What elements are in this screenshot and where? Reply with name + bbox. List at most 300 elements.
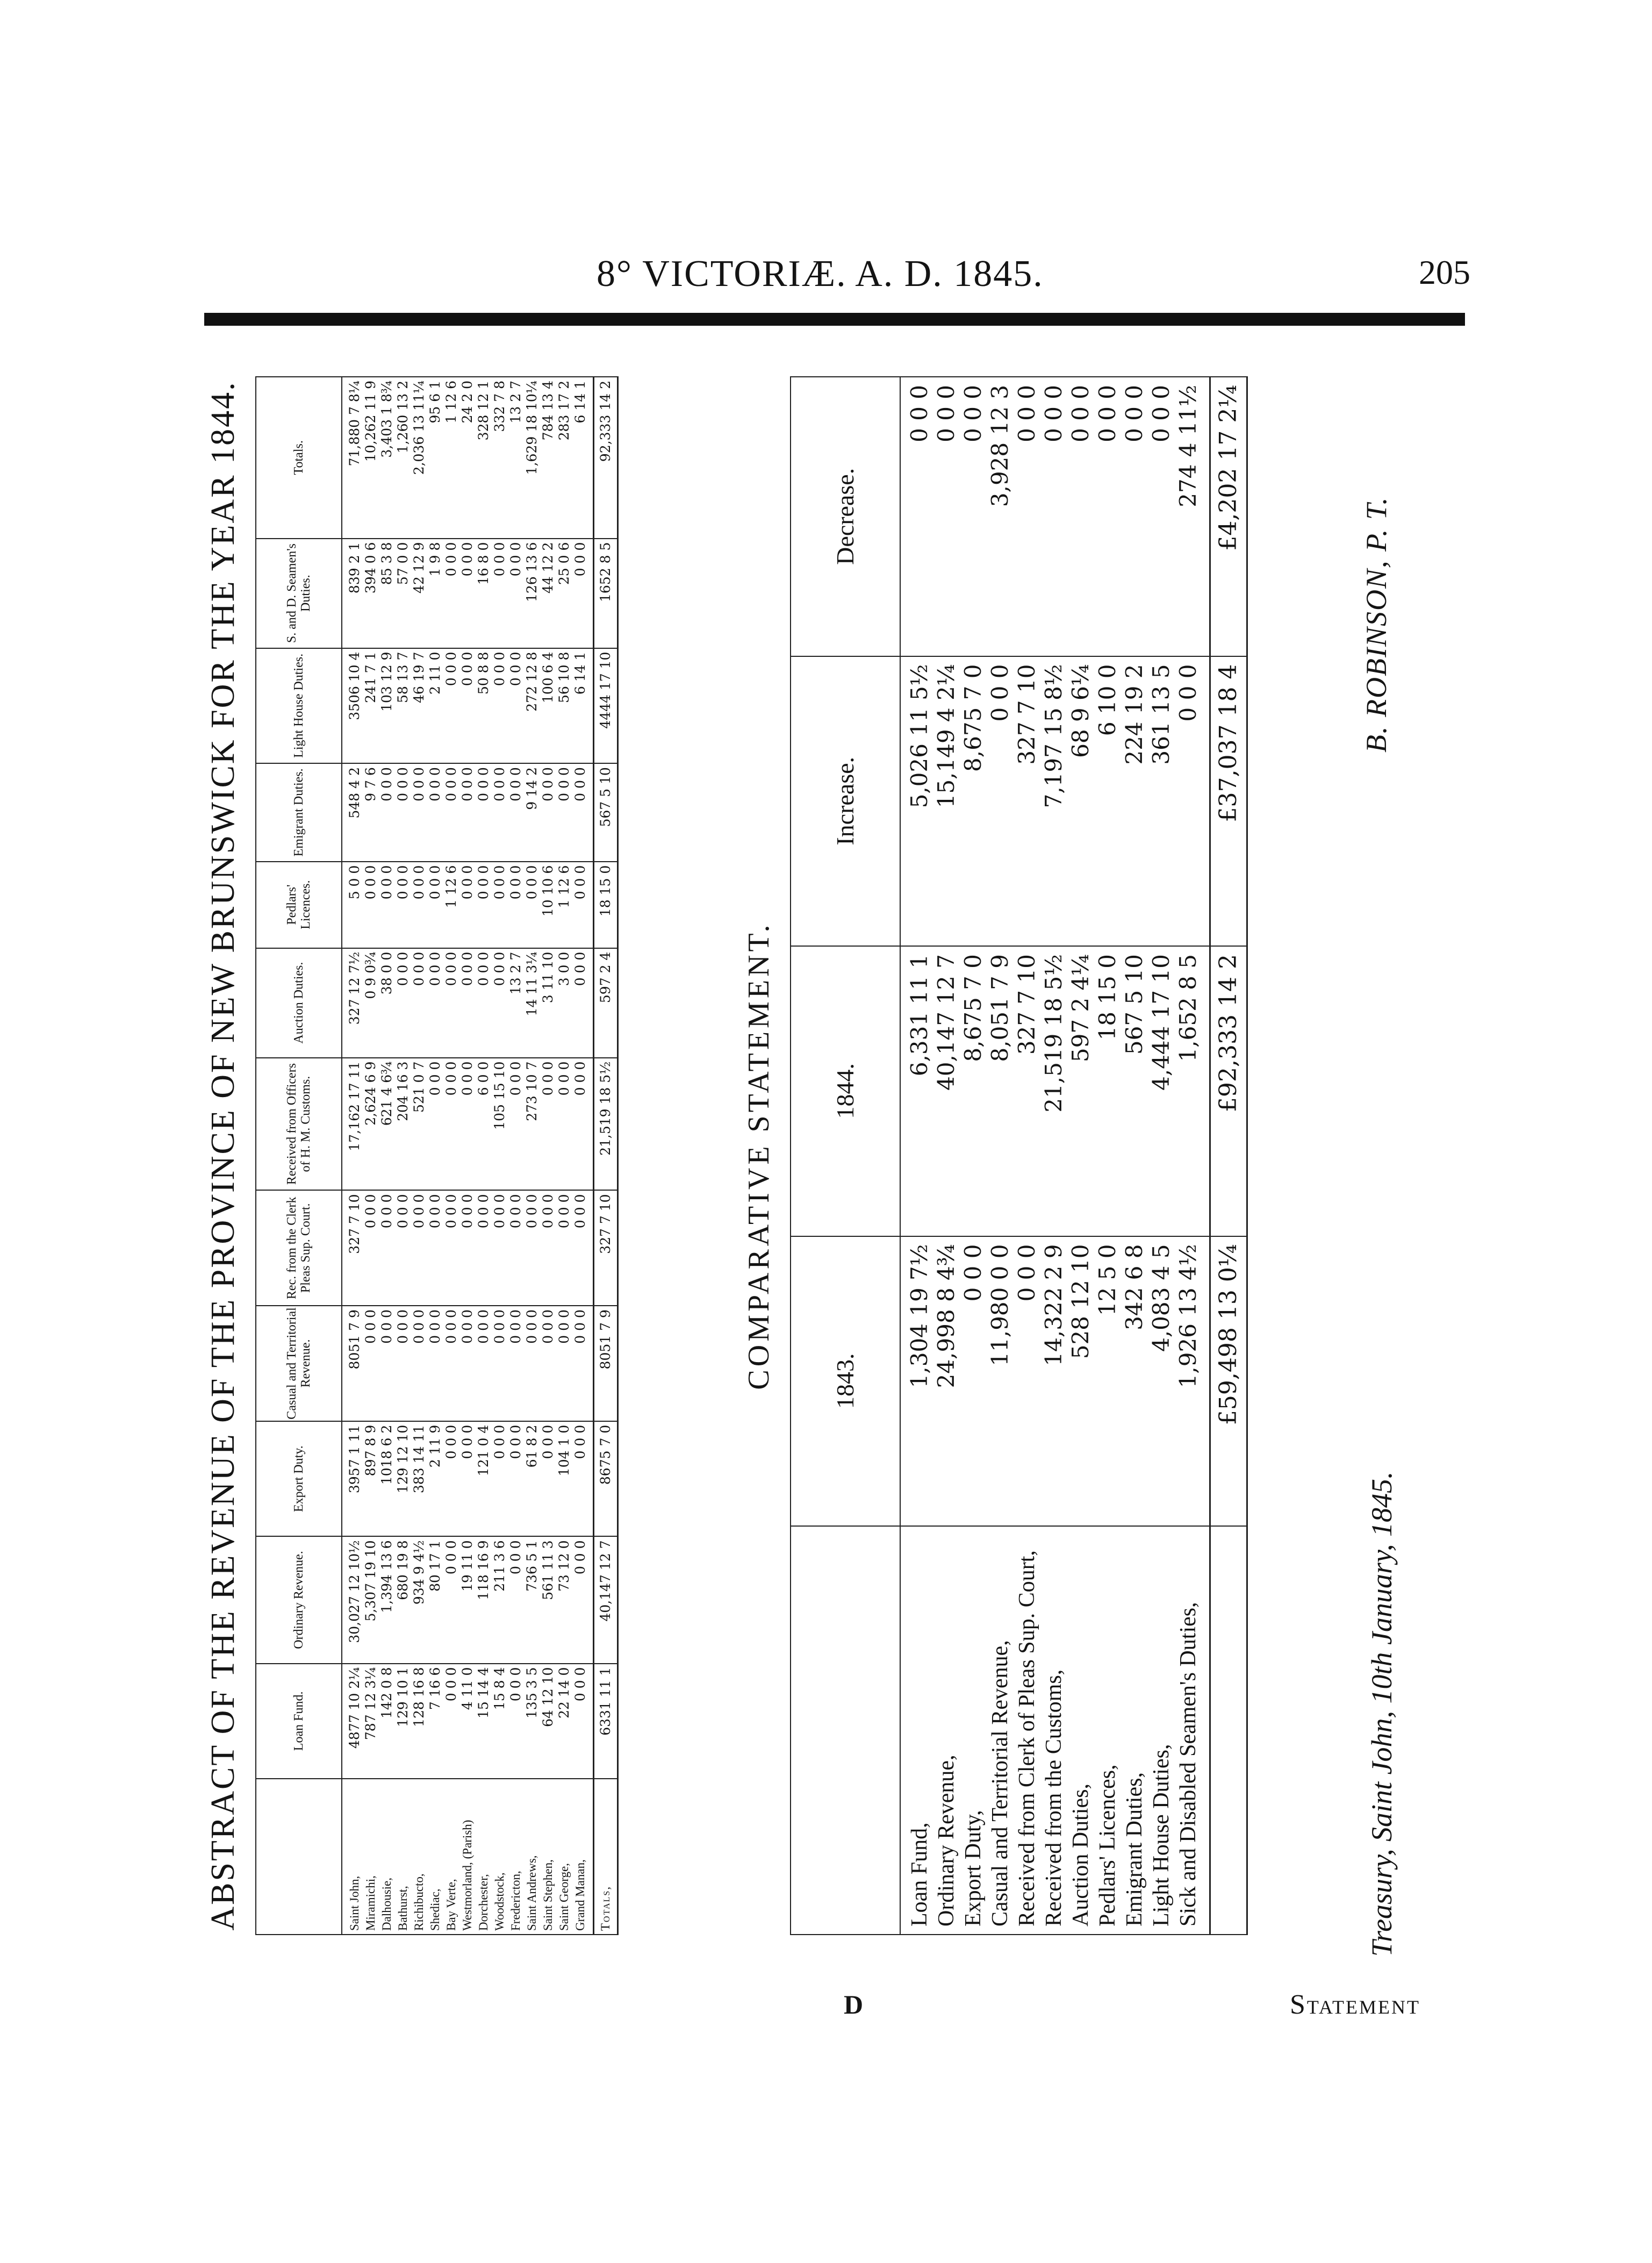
- abstract-cell: 328 12 1: [476, 377, 492, 539]
- abstract-cell: 16 8 0: [476, 539, 492, 648]
- abstract-cell: 0 0 0: [556, 1306, 572, 1421]
- comparative-cell-decrease: 0 0 0: [900, 377, 933, 656]
- abstract-cell: 332 7 8: [492, 377, 508, 539]
- abstract-cell: 327 12 7½: [342, 948, 363, 1058]
- abstract-header: Received from Officers of H. M. Customs.: [256, 1058, 342, 1191]
- comparative-header-item: [791, 1526, 900, 1935]
- abstract-cell: 0 0 0: [427, 1306, 443, 1421]
- abstract-cell: 784 13 4: [540, 377, 556, 539]
- abstract-header: Auction Duties.: [256, 948, 342, 1058]
- comparative-cell-decrease: 0 0 0: [960, 377, 987, 656]
- comparative-row: [1040, 377, 1067, 1935]
- abstract-cell: 0 0 0: [572, 948, 594, 1058]
- abstract-cell: 3 11 10: [540, 948, 556, 1058]
- comparative-row: [1175, 377, 1210, 1935]
- abstract-place: Bay Verte,: [443, 1779, 459, 1935]
- abstract-header-place: [256, 1779, 342, 1935]
- abstract-cell: 0 0 0: [395, 1190, 411, 1306]
- abstract-cell: 0 0 0: [443, 763, 459, 861]
- abstract-cell: 897 8 9: [363, 1421, 379, 1537]
- abstract-row: [476, 377, 492, 1935]
- comparative-cell-increase: 5,026 11 5½: [900, 656, 933, 946]
- abstract-cell: 15 14 4: [476, 1664, 492, 1779]
- abstract-cell: 0 0 0: [427, 862, 443, 948]
- abstract-cell: 0 0 0: [524, 862, 540, 948]
- abstract-cell: 85 3 8: [379, 539, 395, 648]
- abstract-cell: 0 0 0: [443, 1190, 459, 1306]
- abstract-cell: 64 12 10: [540, 1664, 556, 1779]
- abstract-cell: 56 10 8: [556, 648, 572, 764]
- abstract-header: Pedlars' Licences.: [256, 862, 342, 948]
- abstract-cell: 283 17 2: [556, 377, 572, 539]
- abstract-cell: 5,307 19 10: [363, 1536, 379, 1663]
- abstract-place: Woodstock,: [492, 1779, 508, 1935]
- abstract-cell: 0 0 0: [524, 1190, 540, 1306]
- comparative-cell-y1844: 327 7 10: [1014, 946, 1040, 1236]
- abstract-cell: 0 0 0: [492, 539, 508, 648]
- abstract-cell: 621 4 6¾: [379, 1058, 395, 1191]
- comparative-title: COMPARATIVE STATEMENT.: [742, 921, 775, 1390]
- comparative-cell-y1843: 4,083 4 5: [1148, 1236, 1175, 1527]
- abstract-row: [443, 377, 459, 1935]
- comparative-row: [1094, 377, 1121, 1935]
- abstract-cell: 0 0 0: [379, 763, 395, 861]
- abstract-cell: 1,394 13 6: [379, 1536, 395, 1663]
- abstract-cell: 128 16 8: [411, 1664, 427, 1779]
- comparative-item: Casual and Territorial Revenue,: [987, 1526, 1014, 1935]
- abstract-cell: 2 11 0: [427, 648, 443, 764]
- abstract-place: Saint Andrews,: [524, 1779, 540, 1935]
- comparative-row: [1121, 377, 1148, 1935]
- abstract-cell: 0 0 0: [443, 948, 459, 1058]
- abstract-cell: 58 13 7: [395, 648, 411, 764]
- abstract-cell: 0 0 0: [508, 648, 524, 764]
- abstract-cell: 0 0 0: [556, 1190, 572, 1306]
- comparative-cell-increase: 361 13 5: [1148, 656, 1175, 946]
- abstract-cell: 57 0 0: [395, 539, 411, 648]
- comparative-cell-increase: 8,675 7 0: [960, 656, 987, 946]
- abstract-cell: 0 0 0: [363, 1190, 379, 1306]
- abstract-title: ABSTRACT OF THE REVENUE OF THE PROVINCE OF NEW BRUNSWICK FOR THE YEAR 1844.: [205, 381, 241, 1931]
- abstract-cell: 0 0 0: [459, 1058, 476, 1191]
- abstract-cell: 0 0 0: [476, 1190, 492, 1306]
- abstract-cell: 787 12 3¼: [363, 1664, 379, 1779]
- abstract-row: [379, 377, 395, 1935]
- abstract-cell: 0 0 0: [492, 862, 508, 948]
- abstract-cell: 0 0 0: [395, 862, 411, 948]
- abstract-cell: 5 0 0: [342, 862, 363, 948]
- abstract-cell: 13 2 7: [508, 377, 524, 539]
- abstract-cell: 0 0 0: [476, 763, 492, 861]
- comparative-cell-increase: 0 0 0: [987, 656, 1014, 946]
- comparative-cell-y1844: 1,652 8 5: [1175, 946, 1210, 1236]
- comparative-item: Export Duty,: [960, 1526, 987, 1935]
- abstract-cell: 0 0 0: [540, 1306, 556, 1421]
- abstract-cell: 241 7 1: [363, 648, 379, 764]
- catchword: Statement: [1290, 1989, 1421, 2020]
- abstract-cell: 0 0 0: [492, 1306, 508, 1421]
- abstract-cell: 1,260 13 2: [395, 377, 411, 539]
- abstract-cell: 105 15 10: [492, 1058, 508, 1191]
- abstract-cell: 15 8 4: [492, 1664, 508, 1779]
- abstract-place: Westmorland, (Parish): [459, 1779, 476, 1935]
- comparative-row: [1148, 377, 1175, 1935]
- abstract-cell: 1 9 8: [427, 539, 443, 648]
- comparative-item: Ordinary Revenue,: [933, 1526, 960, 1935]
- abstract-cell: 0 0 0: [572, 763, 594, 861]
- abstract-cell: 0 0 0: [476, 1306, 492, 1421]
- abstract-row: [524, 377, 540, 1935]
- abstract-cell: 2,036 13 11¼: [411, 377, 427, 539]
- abstract-row: [411, 377, 427, 1935]
- abstract-cell: 204 16 3: [395, 1058, 411, 1191]
- abstract-cell: 0 0 0: [508, 1664, 524, 1779]
- abstract-place: Saint John,: [342, 1779, 363, 1935]
- comparative-total-1844: £92,333 14 2: [1210, 946, 1247, 1236]
- comparative-cell-decrease: 0 0 0: [1040, 377, 1067, 656]
- abstract-cell: 135 3 5: [524, 1664, 540, 1779]
- comparative-cell-increase: 6 10 0: [1094, 656, 1121, 946]
- abstract-cell: 19 11 0: [459, 1536, 476, 1663]
- abstract-row: [395, 377, 411, 1935]
- abstract-cell: 0 0 0: [540, 1058, 556, 1191]
- comparative-item: Sick and Disabled Seamen's Duties,: [1175, 1526, 1210, 1935]
- abstract-cell: 561 11 3: [540, 1536, 556, 1663]
- abstract-cell: 142 0 8: [379, 1664, 395, 1779]
- abstract-cell: 0 0 0: [411, 1190, 427, 1306]
- abstract-cell: 0 0 0: [427, 763, 443, 861]
- abstract-cell: 0 0 0: [492, 1421, 508, 1537]
- comparative-item: Emigrant Duties,: [1121, 1526, 1148, 1935]
- comparative-cell-increase: 68 9 6¼: [1067, 656, 1094, 946]
- comparative-cell-y1843: 1,926 13 4½: [1175, 1236, 1210, 1527]
- abstract-cell: 3,403 1 8¾: [379, 377, 395, 539]
- abstract-cell: 0 0 0: [411, 763, 427, 861]
- comparative-item: Pedlars' Licences,: [1094, 1526, 1121, 1935]
- abstract-cell: 13 2 7: [508, 948, 524, 1058]
- comparative-row: [933, 377, 960, 1935]
- abstract-total-cell: 40,147 12 7: [594, 1536, 618, 1663]
- comparative-cell-y1843: 1,304 19 7½: [900, 1236, 933, 1527]
- abstract-cell: 0 0 0: [379, 862, 395, 948]
- abstract-cell: 273 10 7: [524, 1058, 540, 1191]
- abstract-cell: 0 0 0: [556, 763, 572, 861]
- abstract-cell: 10,262 11 9: [363, 377, 379, 539]
- comparative-cell-y1844: 8,051 7 9: [987, 946, 1014, 1236]
- abstract-cell: 104 1 0: [556, 1421, 572, 1537]
- comparative-cell-increase: 15,149 4 2¼: [933, 656, 960, 946]
- comparative-item: Loan Fund,: [900, 1526, 933, 1935]
- signature: B. ROBINSON, P. T.: [1360, 496, 1392, 753]
- abstract-cell: 8051 7 9: [342, 1306, 363, 1421]
- abstract-total-cell: 327 7 10: [594, 1190, 618, 1306]
- abstract-cell: 0 9 0¾: [363, 948, 379, 1058]
- abstract-cell: 0 0 0: [459, 948, 476, 1058]
- abstract-cell: 6 14 1: [572, 648, 594, 764]
- abstract-header: Emigrant Duties.: [256, 763, 342, 861]
- abstract-cell: 1018 6 2: [379, 1421, 395, 1537]
- abstract-cell: 0 0 0: [379, 1190, 395, 1306]
- abstract-header: Ordinary Revenue.: [256, 1536, 342, 1663]
- abstract-cell: 25 0 6: [556, 539, 572, 648]
- abstract-header-row: [256, 377, 342, 1935]
- abstract-cell: 1 12 6: [443, 377, 459, 539]
- abstract-total-cell: 21,519 18 5½: [594, 1058, 618, 1191]
- abstract-cell: 0 0 0: [572, 1306, 594, 1421]
- comparative-row: [900, 377, 933, 1935]
- abstract-header: Light House Duties.: [256, 648, 342, 764]
- comparative-cell-y1843: 0 0 0: [1014, 1236, 1040, 1527]
- abstract-cell: 2 11 9: [427, 1421, 443, 1537]
- abstract-cell: 0 0 0: [540, 763, 556, 861]
- abstract-cell: 0 0 0: [363, 1306, 379, 1421]
- abstract-cell: 4 11 0: [459, 1664, 476, 1779]
- abstract-total-cell: 567 5 10: [594, 763, 618, 861]
- abstract-cell: 0 0 0: [572, 1421, 594, 1537]
- abstract-place: Saint George,: [556, 1779, 572, 1935]
- comparative-cell-y1844: 18 15 0: [1094, 946, 1121, 1236]
- comparative-row: [1067, 377, 1094, 1935]
- comparative-item: Received from Clerk of Pleas Sup. Court,: [1014, 1526, 1040, 1935]
- comparative-cell-decrease: 3,928 12 3: [987, 377, 1014, 656]
- abstract-place: Grand Manan,: [572, 1779, 594, 1935]
- abstract-cell: 0 0 0: [395, 1306, 411, 1421]
- comparative-totals-blank: [1210, 1526, 1247, 1935]
- abstract-cell: 3 0 0: [556, 948, 572, 1058]
- comparative-cell-increase: 0 0 0: [1175, 656, 1210, 946]
- abstract-cell: 0 0 0: [427, 1190, 443, 1306]
- abstract-cell: 934 9 4½: [411, 1536, 427, 1663]
- abstract-cell: 42 12 9: [411, 539, 427, 648]
- comparative-cell-decrease: 0 0 0: [1067, 377, 1094, 656]
- comparative-item: Light House Duties,: [1148, 1526, 1175, 1935]
- dateline: Treasury, Saint John, 10th January, 1845.: [1366, 1471, 1398, 1957]
- abstract-cell: 394 0 6: [363, 539, 379, 648]
- abstract-cell: 95 6 1: [427, 377, 443, 539]
- abstract-cell: 0 0 0: [443, 1058, 459, 1191]
- abstract-cell: 0 0 0: [476, 862, 492, 948]
- comparative-body: [900, 377, 1210, 1935]
- comparative-item: Received from the Customs,: [1040, 1526, 1067, 1935]
- abstract-cell: 0 0 0: [395, 763, 411, 861]
- abstract-cell: 1,629 18 10¼: [524, 377, 540, 539]
- comparative-cell-y1844: 40,147 12 7: [933, 946, 960, 1236]
- abstract-cell: 736 5 1: [524, 1536, 540, 1663]
- abstract-body: [342, 377, 618, 1935]
- abstract-header: S. and D. Seamen's Duties.: [256, 539, 342, 648]
- abstract-cell: 73 12 0: [556, 1536, 572, 1663]
- abstract-cell: 0 0 0: [524, 1306, 540, 1421]
- comparative-cell-y1843: 342 6 8: [1121, 1236, 1148, 1527]
- abstract-cell: 30,027 12 10½: [342, 1536, 363, 1663]
- abstract-cell: 0 0 0: [443, 1306, 459, 1421]
- abstract-cell: 0 0 0: [427, 948, 443, 1058]
- abstract-cell: 0 0 0: [459, 648, 476, 764]
- abstract-cell: 3506 10 4: [342, 648, 363, 764]
- abstract-cell: 0 0 0: [572, 1190, 594, 1306]
- abstract-cell: 0 0 0: [492, 763, 508, 861]
- abstract-cell: 6 14 1: [572, 377, 594, 539]
- abstract-totals-label: Totals,: [594, 1779, 618, 1935]
- abstract-cell: 0 0 0: [492, 648, 508, 764]
- comparative-table: [790, 376, 1248, 1935]
- abstract-cell: 0 0 0: [572, 1058, 594, 1191]
- abstract-cell: 0 0 0: [411, 948, 427, 1058]
- abstract-cell: 0 0 0: [508, 1306, 524, 1421]
- abstract-cell: 839 2 1: [342, 539, 363, 648]
- abstract-cell: 2,624 6 9: [363, 1058, 379, 1191]
- abstract-row: [492, 377, 508, 1935]
- abstract-cell: 0 0 0: [492, 948, 508, 1058]
- abstract-cell: 126 13 6: [524, 539, 540, 648]
- abstract-cell: 272 12 8: [524, 648, 540, 764]
- abstract-cell: 0 0 0: [508, 539, 524, 648]
- page-number: 205: [1419, 253, 1470, 291]
- abstract-cell: 24 2 0: [459, 377, 476, 539]
- comparative-cell-y1844: 6,331 11 1: [900, 946, 933, 1236]
- comparative-cell-y1843: 12 5 0: [1094, 1236, 1121, 1527]
- abstract-cell: 17,162 17 11: [342, 1058, 363, 1191]
- abstract-place: Saint Stephen,: [540, 1779, 556, 1935]
- abstract-cell: 0 0 0: [492, 1190, 508, 1306]
- abstract-cell: 0 0 0: [572, 1536, 594, 1663]
- abstract-total-cell: 1652 8 5: [594, 539, 618, 648]
- abstract-cell: 0 0 0: [459, 763, 476, 861]
- comparative-total-increase: £37,037 18 4: [1210, 656, 1247, 946]
- abstract-cell: 9 14 2: [524, 763, 540, 861]
- abstract-header: Loan Fund.: [256, 1664, 342, 1779]
- comparative-cell-decrease: 274 4 11½: [1175, 377, 1210, 656]
- abstract-cell: 0 0 0: [411, 1306, 427, 1421]
- abstract-cell: 80 17 1: [427, 1536, 443, 1663]
- abstract-cell: 22 14 0: [556, 1664, 572, 1779]
- abstract-cell: 46 19 7: [411, 648, 427, 764]
- abstract-cell: 3957 1 11: [342, 1421, 363, 1537]
- abstract-cell: 0 0 0: [508, 1058, 524, 1191]
- abstract-cell: 0 0 0: [459, 862, 476, 948]
- abstract-cell: 0 0 0: [443, 648, 459, 764]
- signature-mark: D: [844, 1989, 864, 2019]
- comparative-cell-decrease: 0 0 0: [1014, 377, 1040, 656]
- abstract-cell: 14 11 3¼: [524, 948, 540, 1058]
- abstract-cell: 211 3 6: [492, 1536, 508, 1663]
- abstract-cell: 0 0 0: [508, 862, 524, 948]
- abstract-cell: 0 0 0: [443, 1421, 459, 1537]
- comparative-cell-increase: 224 19 2: [1121, 656, 1148, 946]
- abstract-row: [572, 377, 594, 1935]
- abstract-cell: 1 12 6: [443, 862, 459, 948]
- comparative-header-increase: Increase.: [791, 656, 900, 946]
- abstract-cell: 0 0 0: [508, 1421, 524, 1537]
- abstract-cell: 0 0 0: [459, 1190, 476, 1306]
- abstract-place: Dalhousie,: [379, 1779, 395, 1935]
- abstract-place: Fredericton,: [508, 1779, 524, 1935]
- abstract-cell: 10 10 6: [540, 862, 556, 948]
- abstract-totals-row: [594, 377, 618, 1935]
- abstract-cell: 44 12 2: [540, 539, 556, 648]
- comparative-cell-y1844: 4,444 17 10: [1148, 946, 1175, 1236]
- comparative-row: [987, 377, 1014, 1935]
- page-header-title: 8° VICTORIÆ. A. D. 1845.: [597, 253, 1044, 295]
- comparative-header-decrease: Decrease.: [791, 377, 900, 656]
- abstract-cell: 0 0 0: [427, 1058, 443, 1191]
- abstract-cell: 0 0 0: [379, 1306, 395, 1421]
- comparative-cell-y1844: 567 5 10: [1121, 946, 1148, 1236]
- abstract-header: Casual and Territorial Revenue.: [256, 1306, 342, 1421]
- abstract-header: Export Duty.: [256, 1421, 342, 1537]
- abstract-row: [342, 377, 363, 1935]
- abstract-cell: 50 8 8: [476, 648, 492, 764]
- abstract-cell: 0 0 0: [411, 862, 427, 948]
- abstract-cell: 548 4 2: [342, 763, 363, 861]
- comparative-cell-decrease: 0 0 0: [933, 377, 960, 656]
- comparative-cell-y1844: 597 2 4¼: [1067, 946, 1094, 1236]
- comparative-cell-y1844: 21,519 18 5½: [1040, 946, 1067, 1236]
- abstract-cell: 129 12 10: [395, 1421, 411, 1537]
- abstract-cell: 0 0 0: [363, 862, 379, 948]
- abstract-header: Rec. from the Clerk Pleas Sup. Court.: [256, 1190, 342, 1306]
- abstract-cell: 327 7 10: [342, 1190, 363, 1306]
- abstract-place: Miramichi,: [363, 1779, 379, 1935]
- abstract-place: Shediac,: [427, 1779, 443, 1935]
- abstract-cell: 0 0 0: [459, 1421, 476, 1537]
- abstract-cell: 0 0 0: [459, 1306, 476, 1421]
- comparative-cell-y1843: 24,998 8 4¾: [933, 1236, 960, 1527]
- abstract-cell: 0 0 0: [572, 1664, 594, 1779]
- abstract-total-cell: 6331 11 1: [594, 1664, 618, 1779]
- abstract-cell: 0 0 0: [572, 539, 594, 648]
- abstract-cell: 0 0 0: [508, 1190, 524, 1306]
- abstract-cell: 1 12 6: [556, 862, 572, 948]
- abstract-total-cell: 597 2 4: [594, 948, 618, 1058]
- abstract-cell: 0 0 0: [572, 862, 594, 948]
- abstract-cell: 680 19 8: [395, 1536, 411, 1663]
- comparative-total-decrease: £4,202 17 2¼: [1210, 377, 1247, 656]
- abstract-cell: 0 0 0: [459, 539, 476, 648]
- abstract-cell: 38 0 0: [379, 948, 395, 1058]
- abstract-cell: 0 0 0: [556, 1058, 572, 1191]
- comparative-cell-increase: 327 7 10: [1014, 656, 1040, 946]
- comparative-totals-row: [1210, 377, 1247, 1935]
- abstract-total-cell: 92,333 14 2: [594, 377, 618, 539]
- abstract-cell: 118 16 9: [476, 1536, 492, 1663]
- abstract-row: [427, 377, 443, 1935]
- abstract-cell: 0 0 0: [443, 1536, 459, 1663]
- comparative-cell-y1843: 11,980 0 0: [987, 1236, 1014, 1527]
- abstract-row: [363, 377, 379, 1935]
- comparative-total-1843: £59,498 13 0¼: [1210, 1236, 1247, 1527]
- abstract-cell: 0 0 0: [443, 1664, 459, 1779]
- abstract-cell: 9 7 6: [363, 763, 379, 861]
- abstract-row: [508, 377, 524, 1935]
- abstract-cell: 7 16 6: [427, 1664, 443, 1779]
- abstract-place: Dorchester,: [476, 1779, 492, 1935]
- abstract-total-cell: 18 15 0: [594, 862, 618, 948]
- comparative-cell-y1843: 14,322 2 9: [1040, 1236, 1067, 1527]
- abstract-cell: 6 0 0: [476, 1058, 492, 1191]
- comparative-cell-decrease: 0 0 0: [1121, 377, 1148, 656]
- abstract-total-cell: 8675 7 0: [594, 1421, 618, 1537]
- abstract-cell: 521 0 7: [411, 1058, 427, 1191]
- abstract-cell: 0 0 0: [443, 539, 459, 648]
- comparative-cell-y1843: 0 0 0: [960, 1236, 987, 1527]
- abstract-cell: 61 8 2: [524, 1421, 540, 1537]
- abstract-cell: 0 0 0: [476, 948, 492, 1058]
- abstract-header: Totals.: [256, 377, 342, 539]
- abstract-row: [540, 377, 556, 1935]
- abstract-cell: 103 12 9: [379, 648, 395, 764]
- abstract-cell: 121 0 4: [476, 1421, 492, 1537]
